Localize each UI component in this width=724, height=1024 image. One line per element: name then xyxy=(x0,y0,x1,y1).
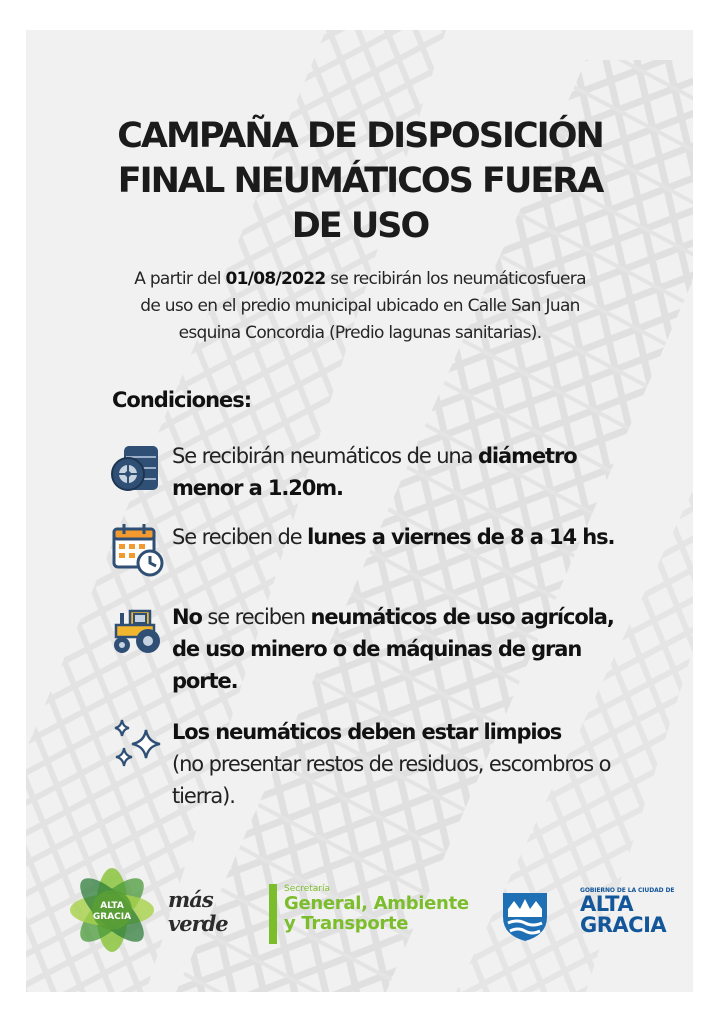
condition-text-bold: diámetro menor a 1.20m. xyxy=(172,444,577,500)
intro-date: 01/08/2022 xyxy=(225,269,326,289)
secretaria-logo xyxy=(269,884,469,944)
intro-prefix: A partir del xyxy=(134,269,226,289)
secretaria-line: General, Ambiente xyxy=(284,893,469,914)
condition-item xyxy=(110,521,630,577)
condition-text-bold: neumáticos de uso agrícola, de uso minero o de máquinas de gran porte. xyxy=(172,605,614,693)
city-shield-icon xyxy=(500,887,550,943)
logo1-text: GRACIA xyxy=(92,912,132,922)
condition-text xyxy=(172,716,630,812)
condition-text xyxy=(172,440,630,504)
intro-paragraph xyxy=(106,266,614,347)
condition-item xyxy=(110,601,630,697)
secretaria-line: y Transporte xyxy=(284,913,409,934)
condition-text xyxy=(172,521,614,553)
intro-line3: esquina Concordia (Predio lagunas sanitarias). xyxy=(178,323,542,343)
condition-text-bold-lead: No xyxy=(172,605,202,629)
gobierno-line: ALTA xyxy=(580,892,634,916)
condition-text-normal: (no presentar restos de residuos, escombros o tierra). xyxy=(172,752,611,808)
poster xyxy=(26,30,693,992)
sparkles-icon xyxy=(110,716,166,772)
mas-verde-line: verde xyxy=(168,911,228,936)
condition-item xyxy=(110,440,630,504)
title-line: CAMPAÑA DE DISPOSICIÓN xyxy=(117,116,603,156)
condition-text-normal: Se reciben de xyxy=(172,525,308,549)
gobierno-line: GRACIA xyxy=(580,913,667,937)
condition-item xyxy=(110,716,630,812)
mas-verde-logo xyxy=(168,888,228,936)
poster-title xyxy=(86,114,634,249)
calendar-clock-icon xyxy=(110,521,166,577)
condition-text-normal: Se recibirán neumáticos de una xyxy=(172,444,478,468)
condition-text-normal: se reciben xyxy=(201,605,311,629)
secretaria-small: Secretaría xyxy=(284,884,330,894)
gobierno-logo xyxy=(580,887,674,936)
title-line: FINAL NEUMÁTICOS FUERA xyxy=(117,161,603,201)
condition-text-bold: Los neumáticos deben estar limpios xyxy=(172,720,562,744)
conditions-heading: Condiciones: xyxy=(112,388,252,412)
mas-verde-line: más xyxy=(168,887,213,912)
gobierno-small: GOBIERNO DE LA CIUDAD DE xyxy=(580,887,675,894)
tractor-icon xyxy=(110,601,166,657)
tire-stack-icon xyxy=(110,440,166,496)
condition-text-bold: lunes a viernes de 8 a 14 hs. xyxy=(307,525,615,549)
intro-line1-rest: se recibirán los neumáticosfuera xyxy=(325,269,586,289)
intro-line2: de uso en el predio municipal ubicado en Calle San Juan xyxy=(140,296,580,316)
condition-text xyxy=(172,601,630,697)
logo1-text: ALTA xyxy=(100,901,124,911)
alta-gracia-flower-logo xyxy=(60,864,164,956)
title-line: DE USO xyxy=(291,206,429,246)
